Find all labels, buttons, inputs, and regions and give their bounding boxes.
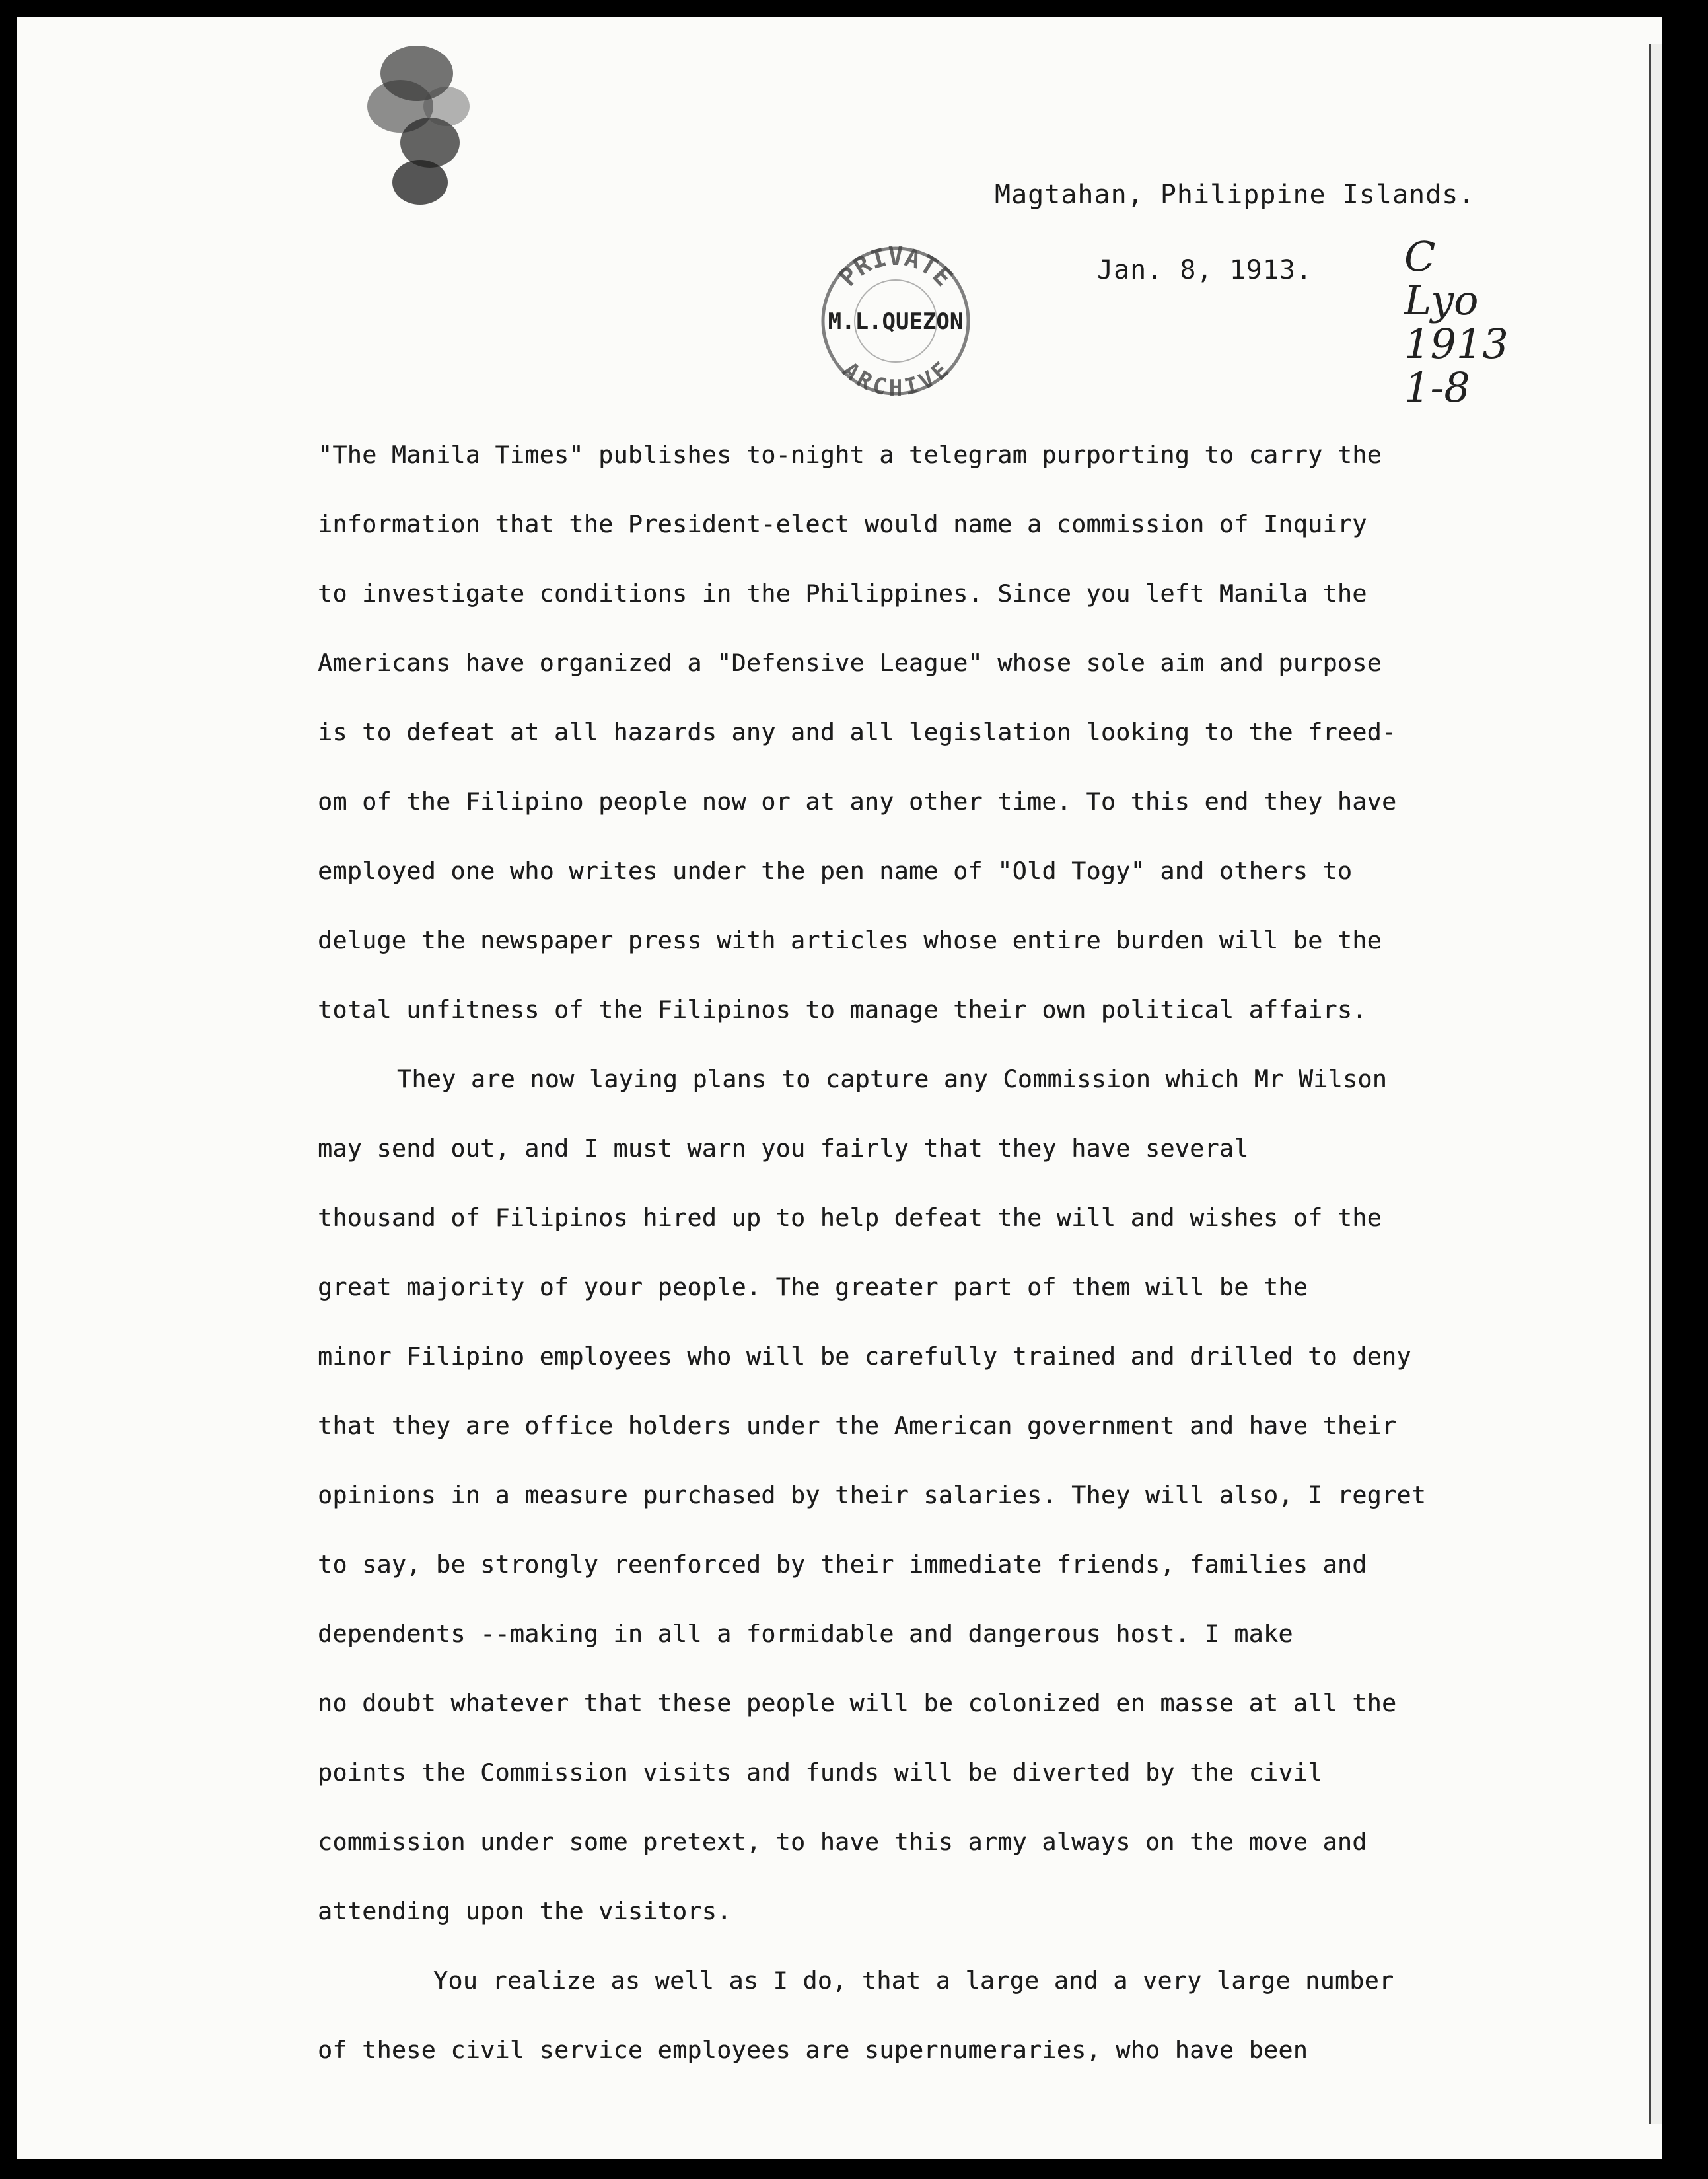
letter-date: Jan. 8, 1913.: [1097, 255, 1313, 285]
body-line: to say, be strongly reenforced by their immediate friends, families and: [318, 1550, 1367, 1579]
body-line: You realize as well as I do, that a large and a very large number: [433, 1966, 1394, 1995]
stamp-middle-text: M.L.QUEZON: [828, 308, 964, 335]
body-line: attending upon the visitors.: [318, 1897, 732, 1925]
body-line: no doubt whatever that these people will be colonized en masse at all the: [318, 1689, 1397, 1717]
private-archive-stamp: [813, 238, 978, 404]
document-page: [17, 17, 1662, 2159]
body-line: total unfitness of the Filipinos to manage their own political affairs.: [318, 995, 1367, 1024]
body-line: great majority of your people. The greater part of them will be the: [318, 1273, 1308, 1301]
ink-blot: [354, 44, 486, 222]
body-line: commission under some pretext, to have this army always on the move and: [318, 1828, 1367, 1856]
body-line: points the Commission visits and funds will be diverted by the civil: [318, 1758, 1323, 1787]
body-line: They are now laying plans to capture any Commission which Mr Wilson: [397, 1065, 1388, 1093]
body-line: Americans have organized a "Defensive League" whose sole aim and purpose: [318, 649, 1382, 677]
svg-text:PRIVATE: [833, 242, 958, 292]
body-line: minor Filipino employees who will be carefully trained and drilled to deny: [318, 1342, 1411, 1371]
body-line: opinions in a measure purchased by their salaries. They will also, I regret: [318, 1481, 1427, 1509]
body-line: that they are office holders under the American government and have their: [318, 1411, 1397, 1440]
stamp-bottom-text: ARCHIVE: [837, 357, 954, 402]
body-line: "The Manila Times" publishes to-night a telegram purporting to carry the: [318, 441, 1382, 469]
body-line: om of the Filipino people now or at any other time. To this end they have: [318, 787, 1397, 816]
letter-body: [318, 420, 1592, 2085]
letter-place: Magtahan, Philippine Islands.: [995, 180, 1476, 210]
handwritten-archive-note: C Lyo 1913 1-8: [1404, 232, 1509, 411]
body-line: information that the President-elect would name a commission of Inquiry: [318, 510, 1367, 538]
body-line: employed one who writes under the pen name of "Old Togy" and others to: [318, 857, 1353, 885]
body-line: to investigate conditions in the Philippines. Since you left Manila the: [318, 579, 1367, 608]
body-line: dependents --making in all a formidable and dangerous host. I make: [318, 1620, 1293, 1648]
body-line: deluge the newspaper press with articles whose entire burden will be the: [318, 926, 1382, 954]
stamp-top-text: PRIVATE: [833, 242, 958, 292]
body-line: is to defeat at all hazards any and all legislation looking to the freed-: [318, 718, 1397, 746]
body-line: of these civil service employees are supernumeraries, who have been: [318, 2036, 1308, 2064]
body-line: thousand of Filipinos hired up to help defeat the will and wishes of the: [318, 1203, 1382, 1232]
page-edge: [1649, 44, 1662, 2124]
body-line: may send out, and I must warn you fairly that they have several: [318, 1134, 1249, 1162]
